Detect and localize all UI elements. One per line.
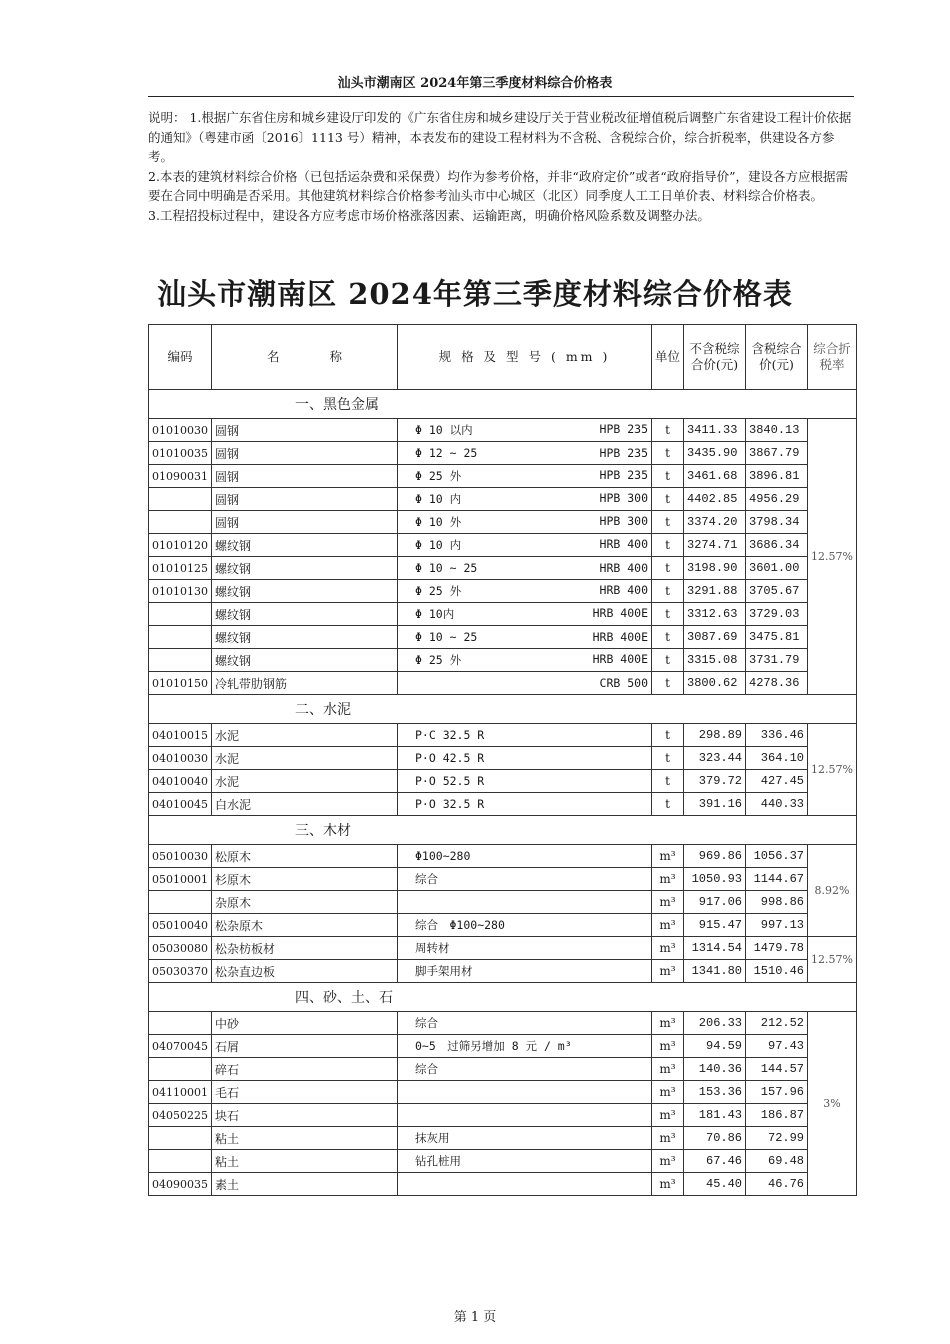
spec-text: Φ 25 外	[415, 584, 462, 598]
material-code	[149, 603, 212, 626]
table-row	[149, 1104, 857, 1127]
unit: m³	[652, 1127, 684, 1150]
price-in-tax: 1056.37	[746, 845, 808, 868]
spec-text: Φ 10 以内	[415, 423, 473, 437]
section-title-text: 四、砂、土、石	[295, 990, 393, 1006]
price-ex-tax: 969.86	[684, 845, 746, 868]
price-ex-tax: 915.47	[684, 914, 746, 937]
material-spec	[398, 465, 652, 488]
steel-grade: HRB 400E	[592, 606, 648, 620]
material-spec	[398, 937, 652, 960]
price-in-tax: 4956.29	[746, 488, 808, 511]
material-name: 螺纹钢	[212, 603, 398, 626]
table-row	[149, 1035, 857, 1058]
material-spec	[398, 649, 652, 672]
material-spec	[398, 724, 652, 747]
spec-text: Φ 25 外	[415, 469, 462, 483]
material-name: 块石	[212, 1104, 398, 1127]
spec-text: P·O 52.5 R	[415, 774, 485, 788]
material-code: 05030080	[149, 937, 212, 960]
col-header-spec: 规 格 及 型 号 ( mm )	[398, 325, 652, 390]
price-in-tax: 427.45	[746, 770, 808, 793]
price-in-tax: 3705.67	[746, 580, 808, 603]
unit: t	[652, 747, 684, 770]
price-in-tax: 1479.78	[746, 937, 808, 960]
price-ex-tax: 3087.69	[684, 626, 746, 649]
col-header-rate: 综合折税率	[808, 325, 857, 390]
tax-rate: 3%	[808, 1012, 857, 1196]
table-row	[149, 557, 857, 580]
price-in-tax: 3867.79	[746, 442, 808, 465]
material-spec	[398, 1150, 652, 1173]
spec-text: Φ100~280	[415, 849, 471, 863]
unit: t	[652, 442, 684, 465]
section-title-text: 二、水泥	[295, 702, 351, 718]
unit: t	[652, 488, 684, 511]
material-name: 素土	[212, 1173, 398, 1196]
price-ex-tax: 323.44	[684, 747, 746, 770]
spec-text	[401, 895, 415, 909]
spec-text	[401, 1085, 415, 1099]
unit: m³	[652, 1058, 684, 1081]
spec-text: Φ 12 ~ 25	[415, 446, 478, 460]
price-in-tax: 440.33	[746, 793, 808, 816]
price-ex-tax: 3411.33	[684, 419, 746, 442]
table-row	[149, 603, 857, 626]
section-header-row	[149, 390, 857, 419]
section-blank-cell	[149, 983, 212, 1012]
section-blank-cell	[808, 390, 857, 419]
spec-text: 抹灰用	[415, 1131, 450, 1145]
table-row	[149, 724, 857, 747]
material-code	[149, 1012, 212, 1035]
price-in-tax: 3798.34	[746, 511, 808, 534]
material-name: 石屑	[212, 1035, 398, 1058]
price-in-tax: 997.13	[746, 914, 808, 937]
material-spec	[398, 1127, 652, 1150]
col-header-price-in: 含税综合价(元)	[746, 325, 808, 390]
section-blank-cell	[808, 983, 857, 1012]
unit: m³	[652, 1081, 684, 1104]
section-header-row	[149, 695, 857, 724]
steel-grade: HPB 235	[599, 446, 648, 460]
material-spec	[398, 770, 652, 793]
unit: m³	[652, 914, 684, 937]
price-in-tax: 97.43	[746, 1035, 808, 1058]
spec-text: 综合 Φ100~280	[415, 918, 505, 932]
spec-text: Φ 10内	[415, 607, 455, 621]
material-name: 松杂原木	[212, 914, 398, 937]
material-code: 01010120	[149, 534, 212, 557]
material-spec	[398, 672, 652, 695]
spec-text: P·O 42.5 R	[415, 751, 485, 765]
price-in-tax: 144.57	[746, 1058, 808, 1081]
material-code	[149, 891, 212, 914]
table-row	[149, 891, 857, 914]
price-in-tax: 157.96	[746, 1081, 808, 1104]
section-title-text: 三、木材	[295, 823, 351, 839]
col-header-name: 名 称	[212, 325, 398, 390]
unit: m³	[652, 937, 684, 960]
steel-grade: HRB 400	[599, 561, 648, 575]
tax-rate: 12.57%	[808, 419, 857, 695]
material-name: 白水泥	[212, 793, 398, 816]
table-row	[149, 845, 857, 868]
unit: m³	[652, 1150, 684, 1173]
material-name: 螺纹钢	[212, 580, 398, 603]
price-in-tax: 212.52	[746, 1012, 808, 1035]
material-code: 04010040	[149, 770, 212, 793]
table-row	[149, 1127, 857, 1150]
material-name: 中砂	[212, 1012, 398, 1035]
price-ex-tax: 1050.93	[684, 868, 746, 891]
material-code: 04010015	[149, 724, 212, 747]
material-code	[149, 488, 212, 511]
steel-grade: HPB 300	[599, 491, 648, 505]
steel-grade: HRB 400	[599, 583, 648, 597]
material-name: 圆钢	[212, 465, 398, 488]
material-spec	[398, 793, 652, 816]
section-title	[212, 983, 808, 1012]
price-in-tax: 186.87	[746, 1104, 808, 1127]
col-header-unit: 单位	[652, 325, 684, 390]
spec-text: Φ 10 内	[415, 492, 462, 506]
price-ex-tax: 206.33	[684, 1012, 746, 1035]
spec-text: 周转材	[415, 941, 450, 955]
price-in-tax: 336.46	[746, 724, 808, 747]
price-in-tax: 1510.46	[746, 960, 808, 983]
price-ex-tax: 1314.54	[684, 937, 746, 960]
section-blank-cell	[808, 695, 857, 724]
material-spec	[398, 1058, 652, 1081]
price-ex-tax: 3461.68	[684, 465, 746, 488]
material-name: 冷轧带肋钢筋	[212, 672, 398, 695]
material-name: 松杂直边板	[212, 960, 398, 983]
material-spec	[398, 1035, 652, 1058]
spec-text: 综合	[415, 872, 438, 886]
material-code	[149, 1127, 212, 1150]
price-ex-tax: 181.43	[684, 1104, 746, 1127]
material-name: 螺纹钢	[212, 534, 398, 557]
material-name: 杂原木	[212, 891, 398, 914]
material-spec	[398, 603, 652, 626]
table-row	[149, 465, 857, 488]
material-spec	[398, 511, 652, 534]
steel-grade: HPB 235	[599, 422, 648, 436]
unit: t	[652, 557, 684, 580]
table-row	[149, 868, 857, 891]
table-row	[149, 747, 857, 770]
section-title	[212, 816, 808, 845]
table-row	[149, 534, 857, 557]
material-spec	[398, 419, 652, 442]
table-row	[149, 419, 857, 442]
table-row	[149, 770, 857, 793]
material-spec	[398, 1104, 652, 1127]
table-row	[149, 960, 857, 983]
material-spec	[398, 442, 652, 465]
spec-text: 0~5 过筛另增加 8 元 / m³	[415, 1039, 572, 1053]
price-in-tax: 1144.67	[746, 868, 808, 891]
page-header: 汕头市潮南区 2024年第三季度材料综合价格表	[337, 76, 613, 91]
material-spec	[398, 891, 652, 914]
price-ex-tax: 67.46	[684, 1150, 746, 1173]
spec-text	[401, 1108, 415, 1122]
material-spec	[398, 488, 652, 511]
material-code: 01010150	[149, 672, 212, 695]
price-ex-tax: 45.40	[684, 1173, 746, 1196]
price-in-tax: 3896.81	[746, 465, 808, 488]
unit: t	[652, 770, 684, 793]
unit: m³	[652, 1173, 684, 1196]
price-in-tax: 3686.34	[746, 534, 808, 557]
material-name: 圆钢	[212, 419, 398, 442]
table-row	[149, 672, 857, 695]
unit: t	[652, 626, 684, 649]
material-spec	[398, 580, 652, 603]
tax-rate: 12.57%	[808, 937, 857, 983]
material-code: 05010001	[149, 868, 212, 891]
table-row	[149, 580, 857, 603]
material-spec	[398, 1173, 652, 1196]
spec-text	[401, 1177, 415, 1191]
spec-text: 综合	[415, 1062, 438, 1076]
unit: t	[652, 534, 684, 557]
price-in-tax: 46.76	[746, 1173, 808, 1196]
material-code: 05010030	[149, 845, 212, 868]
price-ex-tax: 917.06	[684, 891, 746, 914]
notes	[148, 108, 854, 225]
price-in-tax: 3840.13	[746, 419, 808, 442]
price-ex-tax: 3291.88	[684, 580, 746, 603]
price-ex-tax: 3800.62	[684, 672, 746, 695]
col-header-price-ex: 不含税综合价(元)	[684, 325, 746, 390]
table-header-row	[149, 325, 857, 390]
material-name: 圆钢	[212, 442, 398, 465]
material-name: 水泥	[212, 770, 398, 793]
material-spec	[398, 845, 652, 868]
tax-rate: 12.57%	[808, 724, 857, 816]
material-code	[149, 511, 212, 534]
unit: t	[652, 419, 684, 442]
section-title	[212, 390, 808, 419]
price-ex-tax: 298.89	[684, 724, 746, 747]
material-name: 松杂枋板材	[212, 937, 398, 960]
material-name: 水泥	[212, 747, 398, 770]
material-name: 圆钢	[212, 488, 398, 511]
material-code: 01010125	[149, 557, 212, 580]
price-ex-tax: 3198.90	[684, 557, 746, 580]
unit: t	[652, 672, 684, 695]
material-name: 圆钢	[212, 511, 398, 534]
material-code: 01010030	[149, 419, 212, 442]
material-code: 05010040	[149, 914, 212, 937]
material-name: 水泥	[212, 724, 398, 747]
spec-text: Φ 10 内	[415, 538, 462, 552]
price-in-tax: 3731.79	[746, 649, 808, 672]
unit: m³	[652, 845, 684, 868]
spec-text: Φ 25 外	[415, 653, 462, 667]
material-code	[149, 626, 212, 649]
unit: t	[652, 724, 684, 747]
table-row	[149, 649, 857, 672]
unit: t	[652, 465, 684, 488]
material-spec	[398, 534, 652, 557]
spec-text: P·O 32.5 R	[415, 797, 485, 811]
note-1: 说明： 1.根据广东省住房和城乡建设厅印发的《广东省住房和城乡建设厅关于营业税改征增值税后调整广东省建设工程计价依据的通知》（粤建市函〔2016〕1113 号）精神，本表发布的建设工程材料为不含税、含税综合价，综合折税率，供建设各方参考。	[148, 110, 852, 164]
unit: t	[652, 603, 684, 626]
unit: m³	[652, 1035, 684, 1058]
note-2: 2.本表的建筑材料综合价格（已包括运杂费和采保费）均作为参考价格，并非“政府定价”或者“政府指导价”，建设各方应根据需要在合同中明确是否采用。其他建筑材料综合价格参考汕头市中心城区（北区）同季度人工工日单价表、材料综合价格表。	[148, 168, 848, 203]
spec-text: 综合	[415, 1016, 438, 1030]
steel-grade: HPB 235	[599, 468, 648, 482]
material-code: 04010030	[149, 747, 212, 770]
price-in-tax: 3601.00	[746, 557, 808, 580]
unit: t	[652, 649, 684, 672]
material-code: 04070045	[149, 1035, 212, 1058]
spec-text: 脚手架用材	[415, 964, 473, 978]
section-blank-cell	[808, 816, 857, 845]
material-code	[149, 649, 212, 672]
material-code: 04110001	[149, 1081, 212, 1104]
unit: m³	[652, 1012, 684, 1035]
table-row	[149, 1081, 857, 1104]
material-name: 杉原木	[212, 868, 398, 891]
section-title	[212, 695, 808, 724]
price-ex-tax: 1341.80	[684, 960, 746, 983]
material-name: 粘土	[212, 1127, 398, 1150]
unit: t	[652, 793, 684, 816]
table-row	[149, 1150, 857, 1173]
material-spec	[398, 1081, 652, 1104]
material-code: 04090035	[149, 1173, 212, 1196]
table-row	[149, 1012, 857, 1035]
table-row	[149, 488, 857, 511]
price-ex-tax: 140.36	[684, 1058, 746, 1081]
table-row	[149, 937, 857, 960]
price-ex-tax: 3274.71	[684, 534, 746, 557]
spec-text: Φ 10 ~ 25	[415, 561, 478, 575]
price-in-tax: 72.99	[746, 1127, 808, 1150]
steel-grade: HRB 400	[599, 537, 648, 551]
material-name: 粘土	[212, 1150, 398, 1173]
table-row	[149, 793, 857, 816]
price-ex-tax: 3374.20	[684, 511, 746, 534]
price-in-tax: 3475.81	[746, 626, 808, 649]
unit: m³	[652, 960, 684, 983]
spec-text: P·C 32.5 R	[415, 728, 485, 742]
material-code	[149, 1058, 212, 1081]
table-row	[149, 914, 857, 937]
material-code: 01010035	[149, 442, 212, 465]
material-code: 01010130	[149, 580, 212, 603]
price-ex-tax: 3312.63	[684, 603, 746, 626]
price-table	[148, 324, 857, 1196]
material-name: 松原木	[212, 845, 398, 868]
col-header-code: 编码	[149, 325, 212, 390]
price-ex-tax: 379.72	[684, 770, 746, 793]
material-code: 05030370	[149, 960, 212, 983]
material-name: 毛石	[212, 1081, 398, 1104]
price-in-tax: 998.86	[746, 891, 808, 914]
material-spec	[398, 747, 652, 770]
tax-rate: 8.92%	[808, 845, 857, 937]
material-spec	[398, 914, 652, 937]
material-name: 螺纹钢	[212, 626, 398, 649]
material-spec	[398, 1012, 652, 1035]
table-row	[149, 1058, 857, 1081]
price-ex-tax: 391.16	[684, 793, 746, 816]
steel-grade: HRB 400E	[592, 652, 648, 666]
page-number: 第 1 页	[453, 1310, 497, 1325]
material-name: 碎石	[212, 1058, 398, 1081]
table-row	[149, 442, 857, 465]
unit: m³	[652, 868, 684, 891]
price-in-tax: 4278.36	[746, 672, 808, 695]
price-ex-tax: 94.59	[684, 1035, 746, 1058]
material-code: 01090031	[149, 465, 212, 488]
section-header-row	[149, 816, 857, 845]
spec-text: Φ 10 外	[415, 515, 462, 529]
price-ex-tax: 153.36	[684, 1081, 746, 1104]
material-spec	[398, 868, 652, 891]
section-blank-cell	[149, 816, 212, 845]
section-title-text: 一、黑色金属	[295, 397, 379, 413]
price-in-tax: 364.10	[746, 747, 808, 770]
material-spec	[398, 626, 652, 649]
price-in-tax: 3729.03	[746, 603, 808, 626]
material-name: 螺纹钢	[212, 649, 398, 672]
table-row	[149, 511, 857, 534]
material-code	[149, 1150, 212, 1173]
unit: m³	[652, 891, 684, 914]
material-code: 04010045	[149, 793, 212, 816]
spec-text	[401, 676, 415, 690]
material-name: 螺纹钢	[212, 557, 398, 580]
steel-grade: CRB 500	[599, 676, 648, 690]
unit: t	[652, 511, 684, 534]
note-3: 3.工程招投标过程中，建设各方应考虑市场价格涨落因素、运输距离，明确价格风险系数及调整办法。	[148, 207, 710, 223]
price-in-tax: 69.48	[746, 1150, 808, 1173]
price-ex-tax: 4402.85	[684, 488, 746, 511]
section-blank-cell	[149, 390, 212, 419]
document-title: 汕头市潮南区 2024年第三季度材料综合价格表	[157, 277, 793, 311]
unit: m³	[652, 1104, 684, 1127]
price-ex-tax: 70.86	[684, 1127, 746, 1150]
material-spec	[398, 557, 652, 580]
steel-grade: HPB 300	[599, 514, 648, 528]
table-row	[149, 1173, 857, 1196]
steel-grade: HRB 400E	[592, 630, 648, 644]
spec-text: Φ 10 ~ 25	[415, 630, 478, 644]
table-row	[149, 626, 857, 649]
header-rule	[148, 96, 854, 97]
spec-text: 钻孔桩用	[415, 1154, 461, 1168]
price-ex-tax: 3315.08	[684, 649, 746, 672]
section-header-row	[149, 983, 857, 1012]
material-code: 04050225	[149, 1104, 212, 1127]
unit: t	[652, 580, 684, 603]
section-blank-cell	[149, 695, 212, 724]
price-ex-tax: 3435.90	[684, 442, 746, 465]
material-spec	[398, 960, 652, 983]
